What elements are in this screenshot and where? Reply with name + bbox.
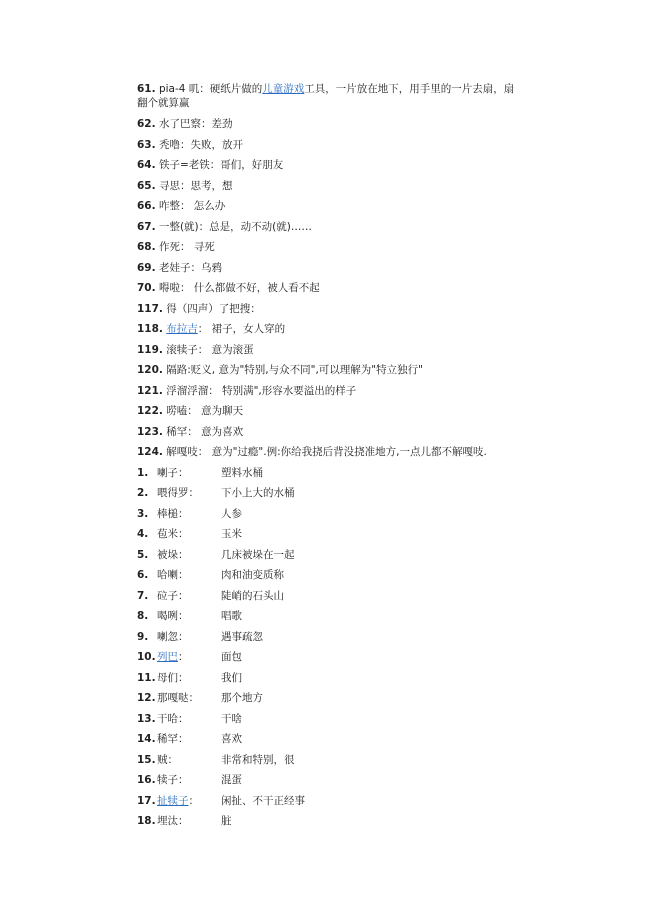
entry-term-wrap [157,773,221,787]
entry-text: 隔路:贬义, 意为"特别,与众不同",可以理解为"特立独行" [166,364,423,376]
entry-text: 咋整： 怎么办 [158,200,226,212]
list-item [137,322,567,343]
entry-text: 水了巴察：差劲 [158,118,233,130]
entry-definition: 闲扯、不干正经事 [221,794,305,807]
entry-text: 唠嗑： 意为聊天 [166,405,244,417]
entry-text: 一整(就)：总是，动不动(就)…… [158,220,312,233]
list-item [137,425,567,446]
list-item [137,384,567,405]
entry-number: 124. [137,446,163,458]
list-item [137,117,567,138]
entry-text-cont: 工具，一片放在地下，用手里的一片去扇，扇 [304,83,515,95]
entry-number: 66. [137,200,156,212]
entry-link[interactable]: 扯犊子 [157,794,189,807]
entry-text-cont: ： 裙子，女人穿的 [197,323,286,335]
entry-term: 母们： [157,671,189,684]
entry-text: 寻思：思考，想 [158,179,233,192]
entry-term-wrap [157,609,221,623]
entry-number: 64. [137,159,156,171]
entry-number: 11. [137,671,156,684]
entry-definition: 喜欢 [221,733,242,745]
list-item [137,507,567,528]
entry-text: 解嘎吱： 意为"过瘾".例:你给我挠后背没挠准地方,一点儿都不解嘎吱. [166,446,487,458]
list-item [137,814,567,835]
entry-definition: 下小上大的水桶 [221,487,295,499]
list-item [137,691,567,712]
entry-definition: 人参 [221,507,242,520]
entry-term-wrap [157,630,221,644]
entry-number: 122. [137,405,163,417]
list-item [137,363,567,384]
entry-number: 68. [137,241,156,253]
entry-text: 铁子=老铁：哥们，好朋友 [158,159,284,171]
entry-text: 秃噜：失败，放开 [158,138,243,151]
entry-number: 118. [137,323,163,335]
list-item [137,96,567,117]
entry-number: 2. [137,487,149,499]
entry-number: 61. [137,83,156,95]
entry-text: pia-4 叽：硬纸片做的 [158,83,263,95]
entry-number: 16. [137,774,156,786]
list-item [137,220,567,241]
entry-term: 喇忽： [157,630,189,643]
list-item [137,548,567,569]
entry-definition: 干啥 [221,712,242,725]
list-item [137,650,567,671]
entry-term: 棒槌： [157,507,189,520]
entry-number: 7. [137,589,149,602]
entry-term-wrap [157,691,221,705]
entry-number: 18. [137,815,156,827]
entry-definition: 混蛋 [221,774,242,786]
entry-number: 1. [137,466,149,479]
list-item [137,445,567,466]
entry-term-wrap [157,589,221,603]
entry-number: 4. [137,528,149,540]
entry-term: 犊子： [157,774,189,786]
entry-term-wrap [157,794,221,808]
entry-link[interactable]: 儿童游戏 [262,83,305,95]
glossary-list [137,82,567,835]
entry-term: 砬子： [157,589,189,602]
list-item [137,199,567,220]
entry-number: 119. [137,343,163,356]
entry-definition: 脏 [221,815,232,827]
entry-number: 9. [137,630,149,643]
entry-text: 老娃子：乌鸦 [158,261,222,274]
entry-number: 120. [137,364,163,376]
list-item [137,794,567,815]
entry-term: 喇子： [157,466,189,479]
list-item [137,486,567,507]
entry-text: 得（四声）了把搜： [166,302,261,315]
list-item [137,671,567,692]
entry-definition: 塑料水桶 [221,466,263,479]
entry-number: 14. [137,733,156,745]
list-item [137,712,567,733]
entry-term: 干哈： [157,712,189,725]
entry-text: 嘚啦： 什么都做不好，被人看不起 [158,282,320,294]
entry-term-wrap [157,486,221,500]
entry-number: 63. [137,138,156,151]
entry-term-wrap [157,650,221,664]
entry-definition: 唱歌 [221,610,242,622]
list-item [137,179,567,200]
entry-number: 3. [137,507,149,520]
entry-definition: 玉米 [221,528,242,540]
entry-number: 67. [137,220,156,233]
entry-term: 被垛： [157,548,189,561]
entry-number: 5. [137,548,149,561]
entry-number: 13. [137,712,156,725]
entry-text: 滚犊子： 意为滚蛋 [166,343,254,356]
entry-term-wrap [157,712,221,726]
entry-term-colon: ： [178,651,189,663]
list-item [137,630,567,651]
list-item [137,568,567,589]
entry-number: 121. [137,384,163,397]
entry-number: 15. [137,753,156,766]
entry-number: 10. [137,651,156,663]
list-item [137,527,567,548]
list-item [137,138,567,159]
entry-term-wrap [157,507,221,521]
entry-text: 作死： 寻死 [158,241,215,253]
entry-term: 苞米： [157,528,189,540]
entry-definition: 非常和特别，很 [221,753,295,766]
entry-term: 那嘎哒： [157,692,199,704]
entry-term: 稀罕： [157,733,189,745]
entry-number: 65. [137,179,156,192]
list-item [137,589,567,610]
entry-definition: 几床被垛在一起 [221,548,295,561]
entry-term-wrap [157,527,221,541]
list-item [137,753,567,774]
entry-term-wrap [157,753,221,767]
entry-number: 70. [137,282,156,294]
entry-link[interactable]: 列巴 [157,651,178,663]
entry-definition: 我们 [221,671,242,684]
list-item [137,773,567,794]
entry-definition: 那个地方 [221,692,263,704]
list-item [137,302,567,323]
entry-term: 埋汰： [157,815,189,827]
list-item [137,82,567,96]
entry-number: 69. [137,261,156,274]
entry-term-wrap [157,548,221,562]
list-item [137,261,567,282]
list-item [137,732,567,753]
glossary-list-2 [137,466,567,835]
entry-term-colon: ： [188,794,199,807]
list-item [137,240,567,261]
entry-number: 117. [137,302,163,315]
entry-text: 稀罕： 意为喜欢 [166,425,244,438]
entry-text: 翻个就算赢 [137,97,190,109]
list-item [137,466,567,487]
entry-term-wrap [157,568,221,582]
entry-term: 哈喇： [157,569,189,581]
list-item [137,281,567,302]
entry-term-wrap [157,732,221,746]
list-item [137,343,567,364]
entry-number: 6. [137,569,149,581]
entry-number: 17. [137,794,156,807]
entry-definition: 面包 [221,651,242,663]
entry-definition: 遇事疏忽 [221,630,263,643]
entry-term: 喝咧： [157,610,189,622]
list-item [137,158,567,179]
entry-definition: 肉和油变质称 [221,569,284,581]
entry-definition: 陡峭的石头山 [221,589,284,602]
entry-term: 喂得罗： [157,487,199,499]
entry-number: 8. [137,610,149,622]
entry-term-wrap [157,814,221,828]
entry-link[interactable]: 布拉吉 [166,323,198,335]
entry-number: 123. [137,425,163,438]
entry-number: 62. [137,118,156,130]
entry-term-wrap [157,466,221,480]
entry-term-wrap [157,671,221,685]
entry-text: 浮溜浮溜： 特别满",形容水要溢出的样子 [166,384,357,397]
list-item [137,404,567,425]
entry-term: 贼： [157,753,178,766]
entry-number: 12. [137,692,156,704]
list-item [137,609,567,630]
